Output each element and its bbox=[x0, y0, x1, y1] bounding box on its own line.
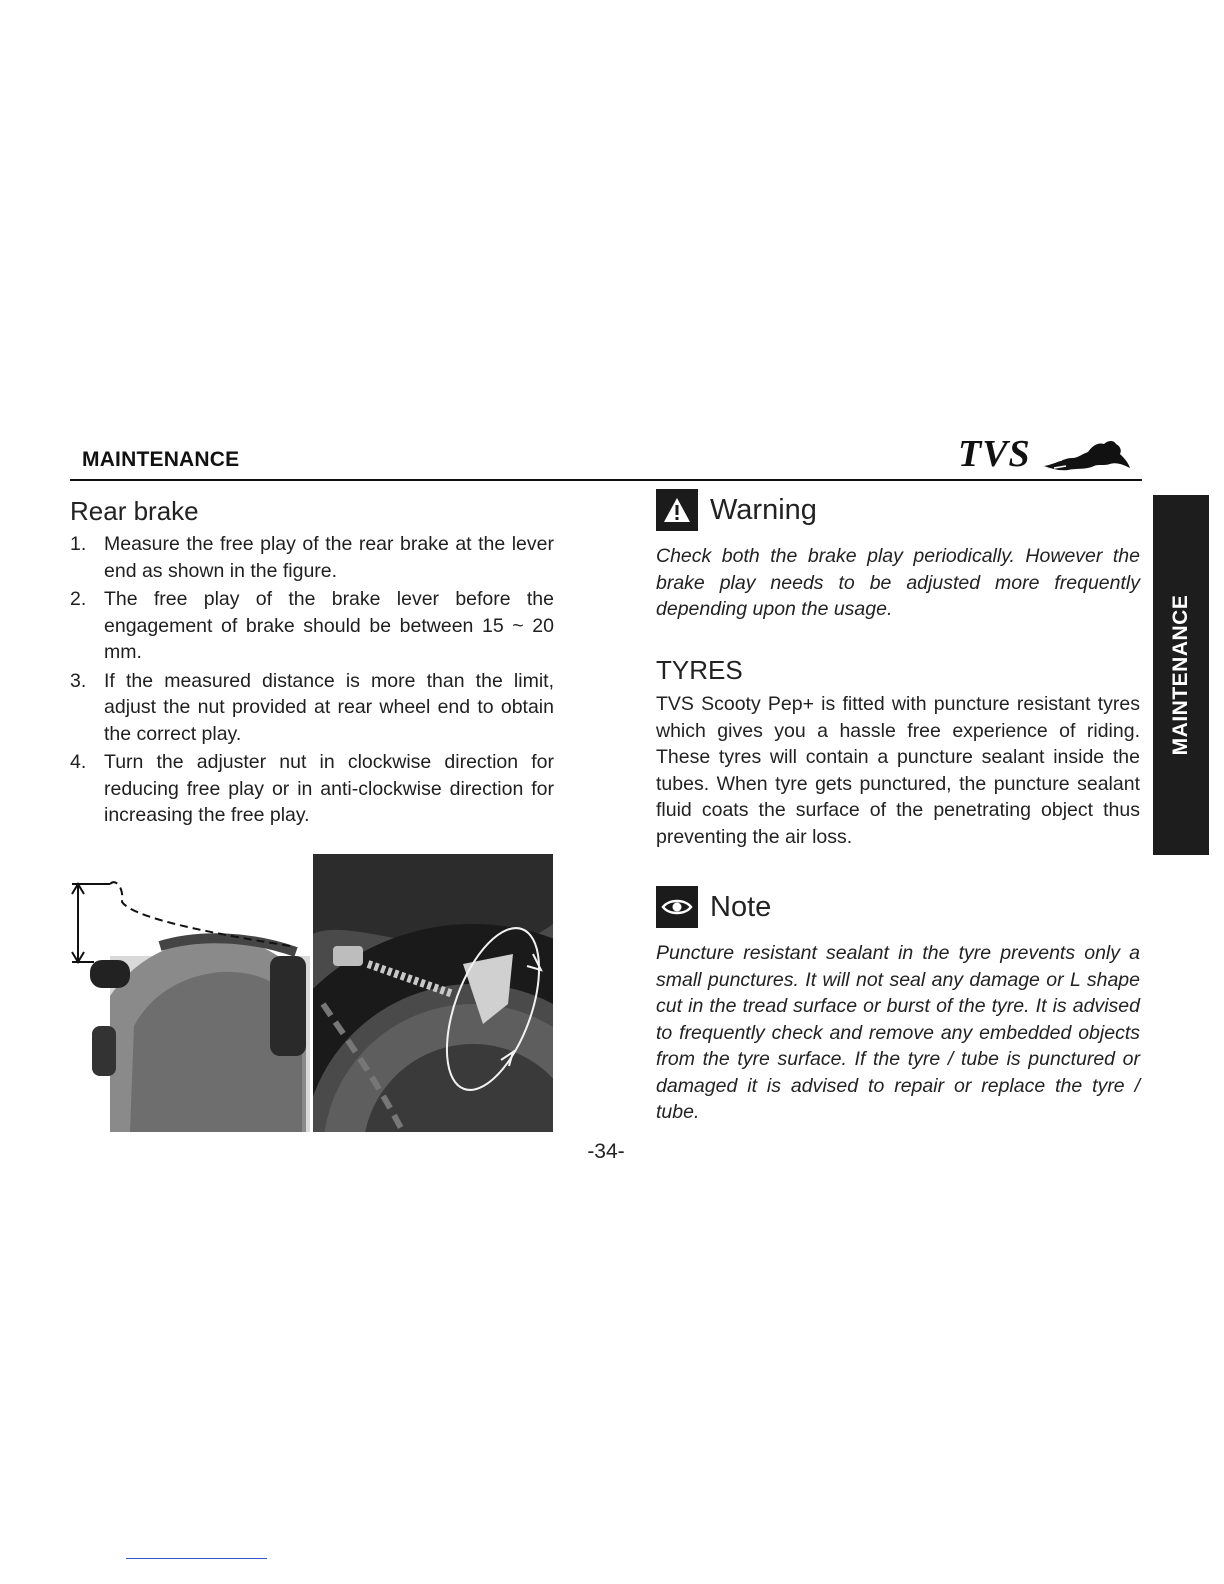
side-tab-label: MAINTENANCE bbox=[1169, 594, 1192, 756]
bottom-rule bbox=[126, 1558, 267, 1559]
step-number: 4. bbox=[70, 751, 87, 773]
header-rule bbox=[70, 479, 1142, 481]
tyres-text: TVS Scooty Pep+ is fitted with puncture resistant tyres which gives you a hassle free experience of riding. These tyres will contain a puncture sealant inside the tubes. When tyre gets punctured, the puncture sealant fluid coats the surface of the penetrating object thus preventing the air loss. bbox=[656, 693, 1140, 848]
warning-text: Check both the brake play periodically. However the brake play needs to be adjusted more frequently depending upon the usage. bbox=[656, 545, 1140, 620]
brand-name: TVS bbox=[958, 433, 1031, 475]
brake-lever-photo bbox=[70, 876, 310, 1132]
tyres-title: TYRES bbox=[656, 655, 743, 685]
rear-wheel-adjuster-photo bbox=[313, 854, 553, 1132]
step-text: Measure the free play of the rear brake at the lever end as shown in the figure. bbox=[104, 533, 554, 582]
warning-title: Warning bbox=[710, 493, 817, 526]
step-item bbox=[70, 749, 554, 829]
warning-triangle-icon bbox=[656, 489, 698, 531]
tvs-horse-logo-icon bbox=[1042, 436, 1132, 472]
eye-icon bbox=[656, 886, 698, 928]
note-heading bbox=[656, 886, 771, 928]
note-title: Note bbox=[710, 890, 772, 923]
brand-logo bbox=[958, 432, 1130, 474]
step-number: 2. bbox=[70, 588, 87, 610]
rear-brake-steps bbox=[70, 531, 554, 831]
step-text: Turn the adjuster nut in clockwise direction for reducing free play or in anti-clockwise direction for increasing the free play. bbox=[104, 751, 554, 826]
warning-heading bbox=[656, 489, 817, 531]
page-number: -34- bbox=[587, 1140, 625, 1163]
step-text: If the measured distance is more than the limit, adjust the nut provided at rear wheel end to obtain the correct play. bbox=[104, 669, 554, 745]
step-item bbox=[70, 531, 554, 584]
rear-brake-title: Rear brake bbox=[70, 496, 199, 526]
step-text: The free play of the brake lever before the engagement of brake should be between 15 ~ 20 mm. bbox=[104, 588, 554, 663]
side-tab bbox=[1153, 495, 1209, 855]
note-text: Puncture resistant sealant in the tyre prevents only a small punctures. It will not seal any damage or L shape cut in the tread surface or burst of the tyre. It is advised to frequently check and remove any embedded objects from the tyre surface. If the tyre / tube is punctured or damaged it is advised to repair or replace the tyre / tube. bbox=[656, 942, 1140, 1123]
step-number: 3. bbox=[70, 669, 87, 692]
step-item bbox=[70, 668, 554, 748]
section-label: MAINTENANCE bbox=[82, 448, 240, 471]
step-number: 1. bbox=[70, 533, 87, 555]
step-item bbox=[70, 586, 554, 666]
